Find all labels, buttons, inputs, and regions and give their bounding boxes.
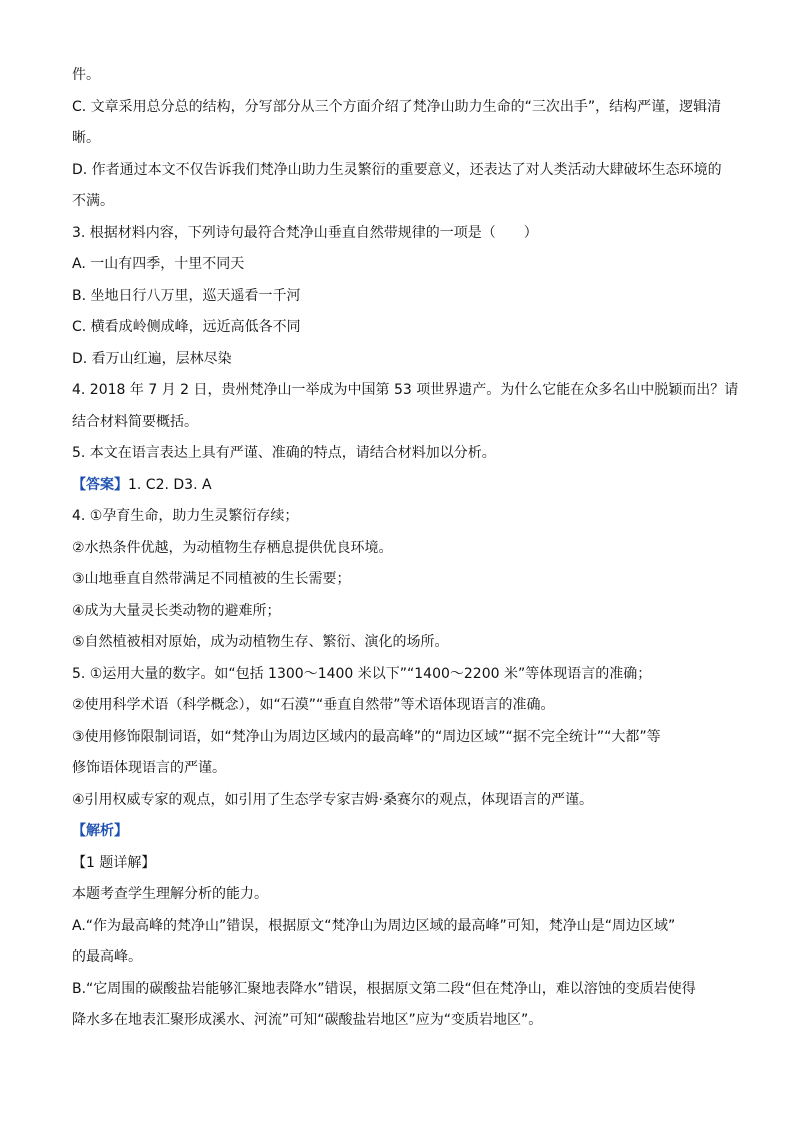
- text-line: 晰。: [72, 130, 100, 146]
- analysis-line: A.“作为最高峰的梵净山”错误，根据原文“梵净山为周边区域的最高峰”可知，梵净山是“周边区域”: [72, 917, 676, 934]
- option-a: A. 一山有四季，十里不同天: [72, 256, 245, 272]
- text-line: 不满。: [72, 193, 114, 209]
- answer-item: ③山地垂直自然带满足不同植被的生长需要；: [72, 571, 351, 587]
- document-page: [72, 60, 739, 1037]
- answer-label: 【答案】: [72, 476, 128, 493]
- analysis-line: 本题考查学生理解分析的能力。: [72, 886, 268, 902]
- analysis-subheading: 【1 题详解】: [72, 854, 156, 871]
- answer-text: 1. C2. D3. A: [128, 476, 212, 493]
- text-line: 结合材料简要概括。: [72, 413, 198, 430]
- option-c: C. 横看成岭侧成峰，远近高低各不同: [72, 319, 301, 335]
- answer-item: ②水热条件优越，为动植物生存栖息提供优良环境。: [72, 539, 393, 556]
- answer-item: ③使用修饰限制词语，如“梵净山为周边区域内的最高峰”的“周边区域”“据不完全统计”“大都”等: [72, 728, 661, 745]
- question-3: 3. 根据材料内容，下列诗句最符合梵净山垂直自然带规律的一项是（ ）: [72, 224, 538, 241]
- text-line: D. 作者通过本文不仅告诉我们梵净山助力生灵繁衍的重要意义，还表达了对人类活动大肆破坏生态环境的: [72, 161, 722, 178]
- answer-item: ④引用权威专家的观点，如引用了生态学专家吉姆·桑赛尔的观点，体现语言的严谨。: [72, 791, 593, 808]
- analysis-label: 【解析】: [72, 823, 128, 839]
- option-b: B. 坐地日行八万里，巡天遥看一千河: [72, 287, 301, 304]
- option-d: D. 看万山红遍，层林尽染: [72, 350, 232, 367]
- answer-item: ⑤自然植被相对原始，成为动植物生存、繁衍、演化的场所。: [72, 634, 449, 650]
- answer-item: 4. ①孕育生命，助力生灵繁衍存续；: [72, 508, 299, 524]
- answer-item: ②使用科学术语（科学概念），如“石漠”“垂直自然带”等术语体现语言的准确。: [72, 697, 555, 713]
- text-line: C. 文章采用总分总的结构，分写部分从三个方面介绍了梵净山助力生命的“三次出手”，结构严谨，逻辑清: [72, 98, 722, 115]
- analysis-heading: [72, 816, 722, 848]
- analysis-line: 降水多在地表汇聚形成溪水、河流”可知“碳酸盐岩地区”应为“变质岩地区”。: [72, 1012, 543, 1028]
- analysis-line: B.“它周围的碳酸盐岩能够汇聚地表降水”错误，根据原文第二段“但在梵净山，难以溶蚀的变质岩使得: [72, 980, 696, 997]
- answer-line: [72, 470, 722, 502]
- answer-item: ④成为大量灵长类动物的避难所；: [72, 602, 281, 619]
- text-line: 件。: [72, 67, 100, 83]
- answer-item: 修饰语体现语言的严谨。: [72, 760, 226, 776]
- analysis-line: 的最高峰。: [72, 949, 142, 965]
- question-4: 4. 2018 年 7 月 2 日，贵州梵净山一举成为中国第 53 项世界遗产。为什么它能在众多名山中脱颖而出？请: [72, 382, 739, 398]
- answer-item: 5. ①运用大量的数字。如“包括 1300～1400 米以下”“1400～2200 米”等体现语言的准确；: [72, 665, 652, 682]
- question-5: 5. 本文在语言表达上具有严谨、准确的特点，请结合材料加以分析。: [72, 445, 496, 461]
